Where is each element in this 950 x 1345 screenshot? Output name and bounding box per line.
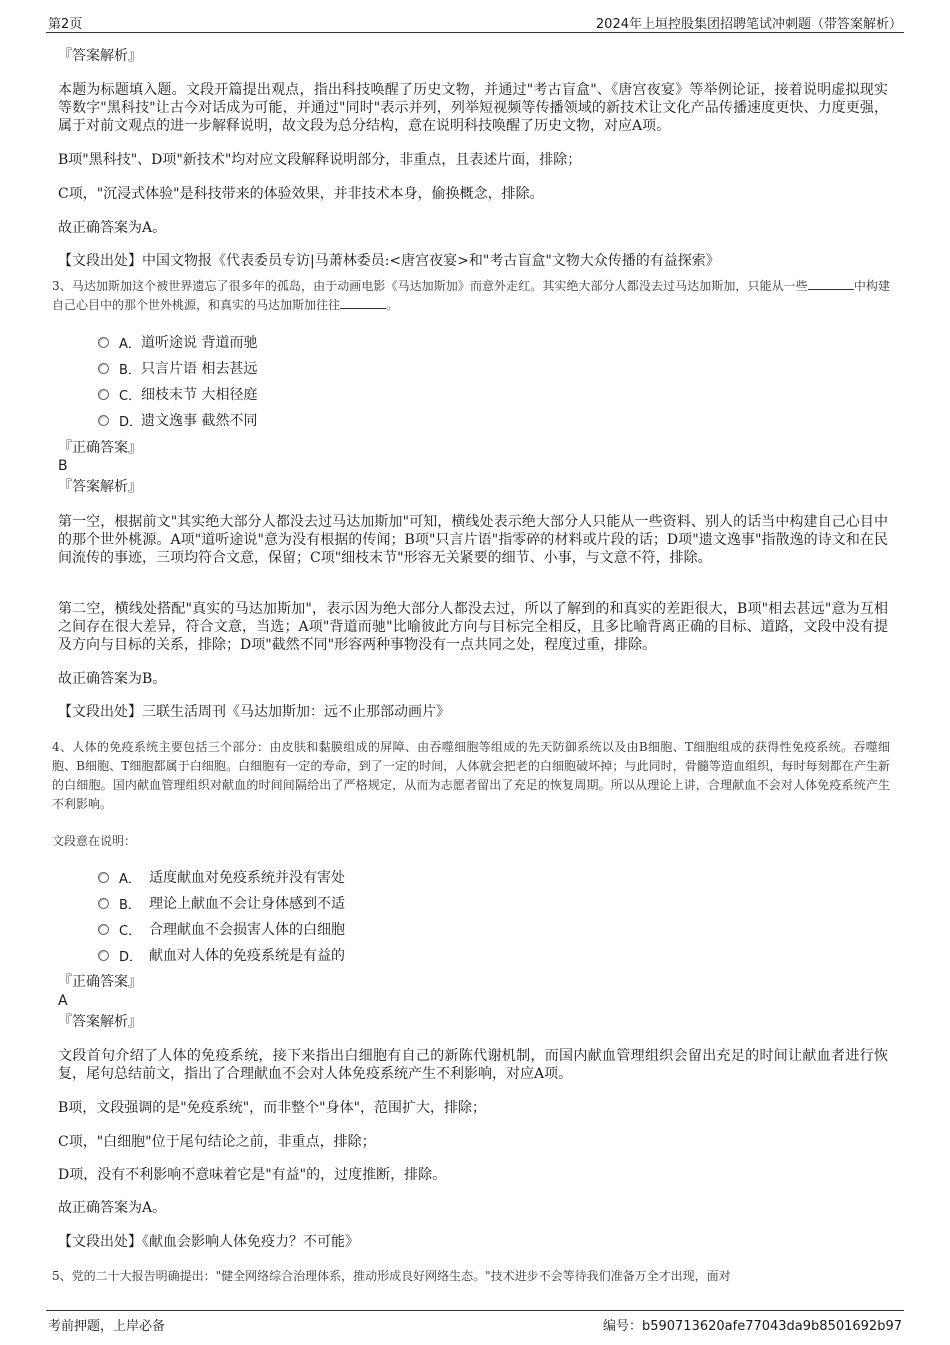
page-header xyxy=(46,10,904,33)
fill-blank xyxy=(808,277,854,290)
q4-analysis-paragraph: D项，没有不利影响不意味着它是"有益"的，过度推断，排除。 xyxy=(58,1167,447,1183)
q4-option-d[interactable]: D． 献血对人体的免疫系统是有益的 xyxy=(98,945,345,965)
q4-option-c[interactable]: C． 合理献血不会损害人体的白细胞 xyxy=(98,919,345,939)
q2-analysis-label: 『答案解析』 xyxy=(58,48,142,64)
q4-analysis-paragraph: C项，"白细胞"位于尾句结论之前，非重点，排除； xyxy=(58,1134,376,1150)
page-footer xyxy=(46,1310,904,1333)
q3-option-d[interactable]: D． 遗文逸事 截然不同 xyxy=(98,410,257,430)
q3-stem: 3、马达加斯加这个被世界遗忘了很多年的孤岛，由于动画电影《马达加斯加》而意外走红。其实绝大部分人都没去过马达加斯加，只能从一些 中构建自己心目中的那个世外桃源，和真实的马达加斯加往往 。 xyxy=(52,279,890,312)
radio-button-icon[interactable] xyxy=(98,363,109,374)
q3-source: 【文段出处】三联生活周刊《马达加斯加：远不止那部动画片》 xyxy=(58,704,450,720)
q3-answer-label: 『正确答案』 xyxy=(58,440,142,456)
q4-option-b[interactable]: B． 理论上献血不会让身体感到不适 xyxy=(98,893,345,913)
radio-button-icon[interactable] xyxy=(98,950,109,961)
q3-analysis-paragraph: 第二空，横线处搭配"真实的马达加斯加"，表示因为绝大部分人都没去过，所以了解到的和真实的差距很大，B项"相去甚远"意为互相之间存在很大差异，符合文意，当选；A项"背道而驰"比喻彼此方向与目标完全相反，且多比喻背离正确的目标、道路，文段中没有提及方向与目标的关系，排除；D项"截然不同"形容两种事物没有一点共同之处，程度过重，排除。 xyxy=(58,601,888,653)
q4-source: 【文段出处】《献血会影响人体免疫力？不可能》 xyxy=(58,1234,359,1250)
q4-stem: 4、人体的免疫系统主要包括三个部分：由皮肤和黏膜组成的屏障、由吞噬细胞等组成的先天防御系统以及由B细胞、T细胞组成的获得性免疫系统。吞噬细胞、B细胞、T细胞都属于白细胞。白细胞有一定的寿命，到了一定的时间，人体就会把老的白细胞破坏掉；与此同时，骨髓等造血组织，每时每刻都在产生新的白细胞。国内献血管理组织对献血的时间间隔给出了严格规定，从而为志愿者留出了充足的恢复周期。所以从理论上讲，合理献血不会对人体免疫系统产生不利影响。 xyxy=(52,740,890,811)
q4-answer-label: 『正确答案』 xyxy=(58,974,142,990)
q3-option-c[interactable]: C． 细枝末节 大相径庭 xyxy=(98,384,257,404)
q2-source: 【文段出处】中国文物报《代表委员专访|马萧林委员:<唐宫夜宴>和"考古盲盒"文物大众传播的有益探索》 xyxy=(58,253,720,269)
radio-button-icon[interactable] xyxy=(98,898,109,909)
page-number: 第2页 xyxy=(48,17,83,32)
q2-analysis-paragraph: 本题为标题填入题。文段开篇提出观点，指出科技唤醒了历史文物，并通过"考古盲盒"、《唐宫夜宴》等举例论证，接着说明虚拟现实等数字"黑科技"让古今对话成为可能，并通过"同时"表示并列，列举短视频等传播领域的新技术让文化产品传播速度更快、力度更强，属于对前文观点的进一步解释说明，故文段为总分结构，意在说明科技唤醒了历史文物，对应A项。 xyxy=(58,82,888,134)
q4-analysis-paragraph: 文段首句介绍了人体的免疫系统，接下来指出白细胞有自己的新陈代谢机制，而国内献血管理组织会留出充足的时间让献血者进行恢复，尾句总结前文，指出了合理献血不会对人体免疫系统产生不利影响，对应A项。 xyxy=(58,1048,888,1082)
document-title: 2024年上垣控股集团招聘笔试冲刺题（带答案解析） xyxy=(595,17,902,32)
q3-answer: B xyxy=(58,458,68,474)
document-id: 编号：b590713620afe77043da9b8501692b97 xyxy=(602,1319,902,1334)
q4-question: 文段意在说明： xyxy=(52,834,137,848)
q3-analysis-label: 『答案解析』 xyxy=(58,479,142,495)
radio-button-icon[interactable] xyxy=(98,337,109,348)
q4-answer: A xyxy=(58,993,68,1009)
radio-button-icon[interactable] xyxy=(98,415,109,426)
q4-option-a[interactable]: A． 适度献血对免疫系统并没有害处 xyxy=(98,867,345,887)
q2-analysis-paragraph: C项，"沉浸式体验"是科技带来的体验效果，并非技术本身，偷换概念，排除。 xyxy=(58,186,544,202)
q4-conclusion: 故正确答案为A。 xyxy=(58,1200,167,1216)
q2-analysis-paragraph: B项"黑科技"、D项"新技术"均对应文段解释说明部分，非重点，且表述片面，排除； xyxy=(58,152,582,168)
q3-analysis-paragraph: 第一空，根据前文"其实绝大部分人都没去过马达加斯加"可知，横线处表示绝大部分人只能从一些资料、别人的话当中构建自己心目中的那个世外桃源。A项"道听途说"意为没有根据的传闻；B项"只言片语"指零碎的材料或片段的话；D项"遗文逸事"指散逸的诗文和在民间流传的事迹，三项均符合文意，保留；C项"细枝末节"形容无关紧要的细节、小事，与文意不符，排除。 xyxy=(58,514,888,566)
radio-button-icon[interactable] xyxy=(98,389,109,400)
q3-conclusion: 故正确答案为B。 xyxy=(58,671,167,687)
q2-conclusion: 故正确答案为A。 xyxy=(58,220,167,236)
q3-option-b[interactable]: B． 只言片语 相去甚远 xyxy=(98,358,257,378)
q5-stem: 5、党的二十大报告明确提出："健全网络综合治理体系，推动形成良好网络生态。"技术进步不会等待我们准备万全才出现，面对 xyxy=(52,1269,731,1283)
radio-button-icon[interactable] xyxy=(98,924,109,935)
q3-option-a[interactable]: A． 道听途说 背道而驰 xyxy=(98,332,257,352)
q4-analysis-paragraph: B项，文段强调的是"免疫系统"，而非整个"身体"，范围扩大，排除； xyxy=(58,1100,487,1116)
q4-analysis-label: 『答案解析』 xyxy=(58,1014,142,1030)
radio-button-icon[interactable] xyxy=(98,872,109,883)
fill-blank xyxy=(340,296,386,309)
footer-slogan: 考前押题，上岸必备 xyxy=(48,1319,166,1334)
